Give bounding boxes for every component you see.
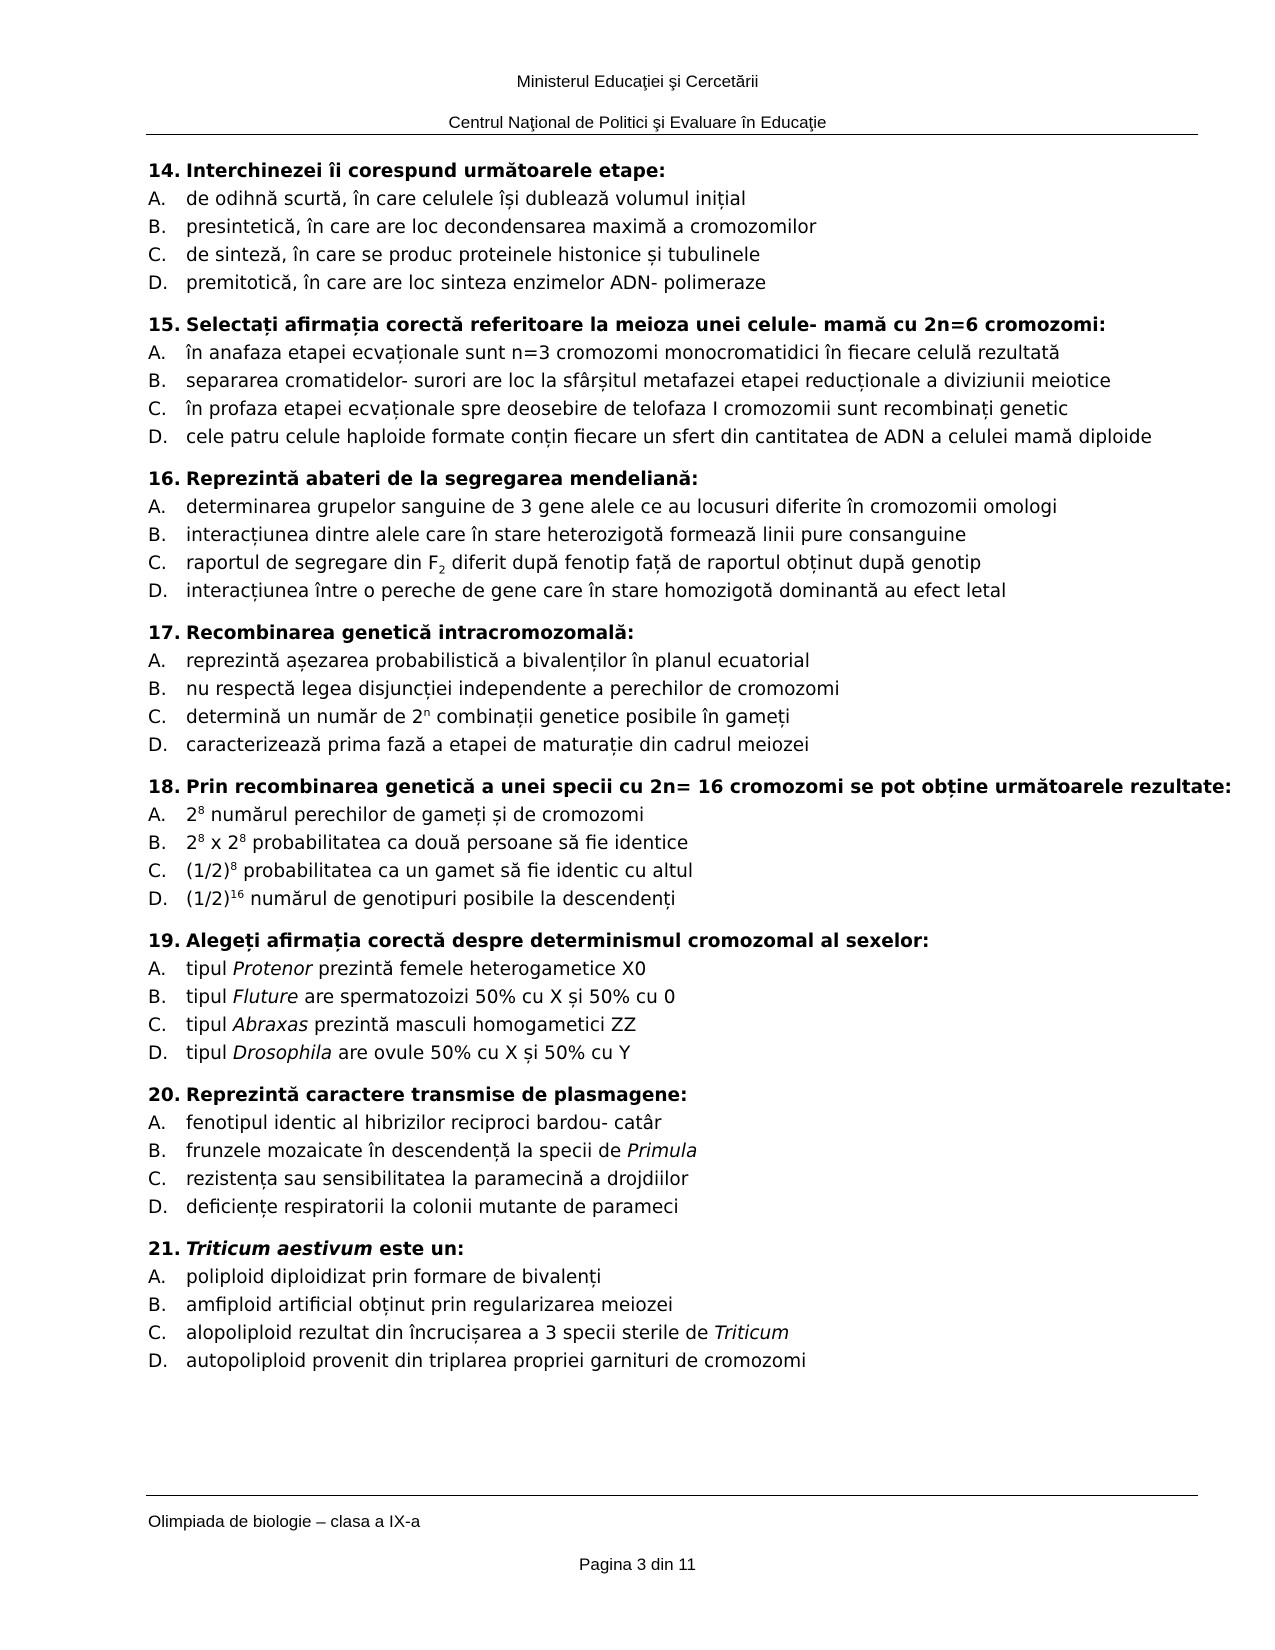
option-label: C. bbox=[148, 1015, 167, 1036]
option-text bbox=[186, 984, 675, 1012]
answer-option bbox=[148, 522, 1208, 550]
answer-option bbox=[148, 578, 1208, 606]
option-text: interacțiunea între o pereche de gene care în stare homozigotă dominantă au efect letal bbox=[186, 581, 1007, 602]
question-line bbox=[148, 158, 1208, 186]
option-label: A. bbox=[148, 651, 167, 672]
answer-option bbox=[148, 270, 1208, 298]
option-subscript: 2 bbox=[438, 563, 446, 577]
answer-option bbox=[148, 368, 1208, 396]
answer-option bbox=[148, 550, 1208, 578]
question-number: 18. bbox=[148, 777, 181, 798]
option-text-part: determină un număr de 2 bbox=[186, 707, 424, 728]
question-text-italic: Triticum aestivum bbox=[186, 1239, 373, 1260]
answer-option bbox=[148, 676, 1208, 704]
option-text: premitotică, în care are loc sinteza enzimelor ADN- polimeraze bbox=[186, 273, 767, 294]
question-text bbox=[186, 1236, 464, 1264]
question-text bbox=[186, 158, 666, 186]
option-text-part: 2 bbox=[186, 805, 198, 826]
question-number: 14. bbox=[148, 161, 181, 182]
option-text bbox=[186, 956, 646, 984]
question-line bbox=[148, 774, 1232, 802]
answer-option bbox=[148, 732, 1208, 760]
option-text bbox=[186, 830, 688, 858]
option-italic: Abraxas bbox=[232, 1015, 309, 1036]
option-superscript: 8 bbox=[239, 831, 247, 845]
question-number: 19. bbox=[148, 931, 181, 952]
option-label: B. bbox=[148, 679, 167, 700]
option-label: C. bbox=[148, 707, 167, 728]
option-text bbox=[186, 1040, 630, 1068]
option-text-part: prezintă femele heterogametice X0 bbox=[312, 959, 647, 980]
option-label: D. bbox=[148, 1197, 169, 1218]
question-line bbox=[148, 1236, 1208, 1264]
question-block bbox=[148, 774, 1232, 914]
option-italic: Protenor bbox=[232, 959, 313, 980]
option-label: C. bbox=[148, 553, 167, 574]
question-block bbox=[148, 928, 1208, 1068]
answer-option bbox=[148, 704, 1208, 732]
option-label: B. bbox=[148, 987, 167, 1008]
answer-option bbox=[148, 984, 1208, 1012]
option-text-part: prezintă masculi homogametici ZZ bbox=[308, 1015, 637, 1036]
question-text-plain: Recombinarea genetică intracromozomală: bbox=[186, 623, 635, 644]
option-text: de sinteză, în care se produc proteinele histonice și tubulinele bbox=[186, 245, 761, 266]
option-label: C. bbox=[148, 861, 167, 882]
option-text: determinarea grupelor sanguine de 3 gene alele ce au locusuri diferite în cromozomii omologi bbox=[186, 497, 1058, 518]
option-text bbox=[186, 1012, 636, 1040]
option-label: D. bbox=[148, 273, 169, 294]
question-line bbox=[148, 620, 1208, 648]
option-text-part: probabilitatea ca un gamet să fie identic cu altul bbox=[237, 861, 693, 882]
question-text bbox=[186, 1082, 688, 1110]
question-block bbox=[148, 1082, 1208, 1222]
option-text: amfiploid artificial obținut prin regularizarea meiozei bbox=[186, 1295, 673, 1316]
option-text bbox=[186, 704, 790, 732]
option-text-part: tipul bbox=[186, 987, 233, 1008]
option-text: caracterizează prima fază a etapei de maturație din cadrul meiozei bbox=[186, 735, 810, 756]
option-label: D. bbox=[148, 427, 169, 448]
option-text-part: tipul bbox=[186, 959, 233, 980]
answer-option bbox=[148, 1194, 1208, 1222]
option-text-part: probabilitatea ca două persoane să fie identice bbox=[246, 833, 689, 854]
option-text: deficiențe respiratorii la colonii mutante de parameci bbox=[186, 1197, 679, 1218]
option-text: poliploid diploidizat prin formare de bivalenți bbox=[186, 1267, 602, 1288]
option-text bbox=[186, 886, 676, 914]
answer-option bbox=[148, 494, 1208, 522]
answer-option bbox=[148, 1012, 1208, 1040]
page-number: Pagina 3 din 11 bbox=[579, 1555, 696, 1574]
option-text: de odihnă scurtă, în care celulele își dublează volumul inițial bbox=[186, 189, 746, 210]
header-ministry: Ministerul Educaţiei şi Cercetării bbox=[516, 72, 759, 91]
option-label: C. bbox=[148, 1169, 167, 1190]
option-text-part: numărul de genotipuri posibile la descendenți bbox=[244, 889, 676, 910]
answer-option bbox=[148, 886, 1208, 914]
option-label: A. bbox=[148, 805, 167, 826]
answer-option bbox=[148, 396, 1208, 424]
option-label: A. bbox=[148, 189, 167, 210]
option-label: A. bbox=[148, 959, 167, 980]
option-label: B. bbox=[148, 217, 167, 238]
option-text: presintetică, în care are loc decondensarea maximă a cromozomilor bbox=[186, 217, 817, 238]
question-number: 20. bbox=[148, 1085, 181, 1106]
question-text bbox=[186, 312, 1106, 340]
option-text-part: are ovule 50% cu X și 50% cu Y bbox=[332, 1043, 631, 1064]
question-text-plain: este un: bbox=[372, 1239, 465, 1260]
option-text-part: x 2 bbox=[204, 833, 240, 854]
question-block bbox=[148, 158, 1208, 298]
option-superscript: 8 bbox=[230, 859, 238, 873]
answer-option bbox=[148, 1264, 1208, 1292]
answer-option bbox=[148, 340, 1208, 368]
option-text-part: frunzele mozaicate în descendență la specii de bbox=[186, 1141, 628, 1162]
question-number: 21. bbox=[148, 1239, 181, 1260]
answer-option bbox=[148, 830, 1208, 858]
option-label: D. bbox=[148, 889, 169, 910]
option-text: fenotipul identic al hibrizilor reciproci bardou- catâr bbox=[186, 1113, 662, 1134]
option-text-part: diferit după fenotip față de raportul obținut după genotip bbox=[445, 553, 982, 574]
option-label: A. bbox=[148, 497, 167, 518]
question-block bbox=[148, 620, 1208, 760]
answer-option bbox=[148, 1292, 1208, 1320]
option-text-part: raportul de segregare din F bbox=[186, 553, 439, 574]
question-line bbox=[148, 312, 1208, 340]
question-text bbox=[186, 620, 634, 648]
answer-option bbox=[148, 214, 1208, 242]
option-label: A. bbox=[148, 1113, 167, 1134]
option-text-part: (1/2) bbox=[186, 861, 231, 882]
option-superscript: n bbox=[423, 705, 431, 719]
option-text-part: alopoliploid rezultat din încrucișarea a 3 specii sterile de bbox=[186, 1323, 715, 1344]
question-text-plain: Alegeți afirmația corectă despre determinismul cromozomal al sexelor: bbox=[186, 931, 930, 952]
option-label: D. bbox=[148, 1351, 169, 1372]
option-italic: Drosophila bbox=[232, 1043, 333, 1064]
question-number: 15. bbox=[148, 315, 181, 336]
option-italic: Fluture bbox=[232, 987, 299, 1008]
option-label: D. bbox=[148, 581, 169, 602]
option-text-part: 2 bbox=[186, 833, 198, 854]
question-text-plain: Prin recombinarea genetică a unei specii cu 2n= 16 cromozomi se pot obține următoarele rezultate: bbox=[186, 777, 1232, 798]
question-line bbox=[148, 928, 1208, 956]
option-label: B. bbox=[148, 1295, 167, 1316]
option-italic: Primula bbox=[627, 1141, 698, 1162]
option-text: interacțiunea dintre alele care în stare heterozigotă formează linii pure consanguine bbox=[186, 525, 967, 546]
answer-option bbox=[148, 956, 1208, 984]
option-text-part: tipul bbox=[186, 1015, 233, 1036]
option-label: D. bbox=[148, 1043, 169, 1064]
option-text-part: (1/2) bbox=[186, 889, 231, 910]
option-label: C. bbox=[148, 245, 167, 266]
option-label: B. bbox=[148, 1141, 167, 1162]
answer-option bbox=[148, 1166, 1208, 1194]
option-text: reprezintă așezarea probabilistică a bivalenților în planul ecuatorial bbox=[186, 651, 810, 672]
option-label: A. bbox=[148, 343, 167, 364]
question-list bbox=[148, 158, 1232, 1390]
header-rule bbox=[146, 134, 1198, 135]
option-text bbox=[186, 802, 644, 830]
option-label: C. bbox=[148, 399, 167, 420]
question-line bbox=[148, 1082, 1208, 1110]
option-label: B. bbox=[148, 833, 167, 854]
option-text-part: tipul bbox=[186, 1043, 233, 1064]
answer-option bbox=[148, 242, 1208, 270]
question-text bbox=[186, 928, 929, 956]
option-text: în profaza etapei ecvaționale spre deosebire de telofaza I cromozomii sunt recombinați genetic bbox=[186, 399, 1069, 420]
answer-option bbox=[148, 1040, 1208, 1068]
question-line bbox=[148, 466, 1208, 494]
option-text: în anafaza etapei ecvaționale sunt n=3 cromozomi monocromatidici în fiecare celulă rezultată bbox=[186, 343, 1061, 364]
answer-option bbox=[148, 1348, 1208, 1376]
option-text-part: numărul perechilor de gameți și de cromozomi bbox=[204, 805, 645, 826]
answer-option bbox=[148, 1138, 1208, 1166]
question-text-plain: Selectați afirmația corectă referitoare la meioza unei celule- mamă cu 2n=6 cromozomi: bbox=[186, 315, 1107, 336]
option-text: autopoliploid provenit din triplarea propriei garnituri de cromozomi bbox=[186, 1351, 807, 1372]
question-block bbox=[148, 312, 1208, 452]
answer-option bbox=[148, 802, 1208, 830]
option-superscript: 8 bbox=[197, 803, 205, 817]
option-text-part: are spermatozoizi 50% cu X și 50% cu 0 bbox=[298, 987, 676, 1008]
answer-option bbox=[148, 648, 1208, 676]
answer-option bbox=[148, 186, 1208, 214]
header-center: Centrul Naţional de Politici şi Evaluare în Educaţie bbox=[448, 113, 827, 132]
option-text-part: combinații genetice posibile în gameți bbox=[430, 707, 791, 728]
option-text bbox=[186, 550, 981, 578]
question-text-plain: Interchinezei îi corespund următoarele etape: bbox=[186, 161, 666, 182]
option-label: D. bbox=[148, 735, 169, 756]
answer-option bbox=[148, 424, 1208, 452]
option-text bbox=[186, 1138, 697, 1166]
answer-option bbox=[148, 1110, 1208, 1138]
option-text bbox=[186, 858, 693, 886]
option-italic: Triticum bbox=[714, 1323, 790, 1344]
question-number: 17. bbox=[148, 623, 181, 644]
footer-olympiad-title: Olimpiada de biologie – clasa a IX-a bbox=[148, 1512, 421, 1531]
option-text bbox=[186, 1320, 789, 1348]
question-text-plain: Reprezintă caractere transmise de plasmagene: bbox=[186, 1085, 688, 1106]
option-label: C. bbox=[148, 1323, 167, 1344]
question-number: 16. bbox=[148, 469, 181, 490]
question-block bbox=[148, 466, 1208, 606]
option-superscript: 8 bbox=[197, 831, 205, 845]
option-label: A. bbox=[148, 1267, 167, 1288]
footer-rule bbox=[146, 1495, 1198, 1496]
answer-option bbox=[148, 858, 1208, 886]
option-text: separarea cromatidelor- surori are loc la sfârșitul metafazei etapei reducționale a diviziunii meiotice bbox=[186, 371, 1111, 392]
option-text: nu respectă legea disjuncției independente a perechilor de cromozomi bbox=[186, 679, 840, 700]
option-superscript: 16 bbox=[230, 887, 245, 901]
option-label: B. bbox=[148, 371, 167, 392]
option-text: rezistența sau sensibilitatea la paramecină a drojdiilor bbox=[186, 1169, 689, 1190]
question-text bbox=[186, 774, 1232, 802]
question-text-plain: Reprezintă abateri de la segregarea mendeliană: bbox=[186, 469, 699, 490]
question-text bbox=[186, 466, 699, 494]
answer-option bbox=[148, 1320, 1208, 1348]
question-block bbox=[148, 1236, 1208, 1376]
option-label: B. bbox=[148, 525, 167, 546]
option-text: cele patru celule haploide formate conțin fiecare un sfert din cantitatea de ADN a celulei mamă diploide bbox=[186, 427, 1152, 448]
